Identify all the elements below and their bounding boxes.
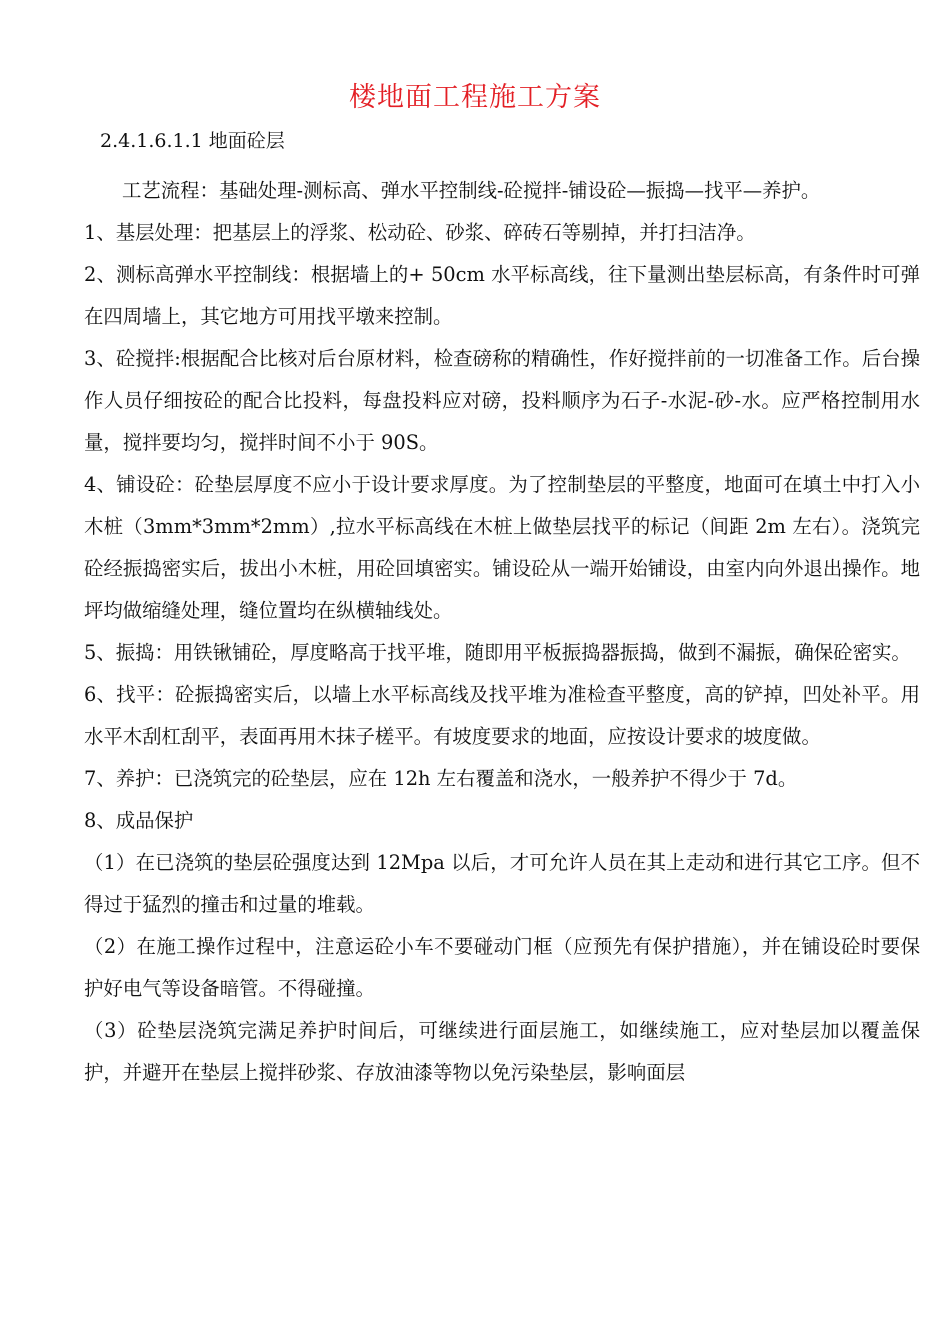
protection-item-3: （3）砼垫层浇筑完满足养护时间后，可继续进行面层施工，如继续施工，应对垫层加以覆盖保护，并避开在垫层上搅拌砂浆、存放油漆等物以免污染垫层，影响面层: [84, 1019, 920, 1084]
step-3-paragraph: 3、砼搅拌:根据配合比核对后台原材料，检查磅称的精确性，作好搅拌前的一切准备工作。后台操作人员仔细按砼的配合比投料，每盘投料应对磅，投料顺序为石子-水泥-砂-水。应严格控制用水量，搅拌要均匀，搅拌时间不小于 90S。: [84, 347, 920, 454]
process-flow-paragraph: 工艺流程：基础处理-测标高、弹水平控制线-砼搅拌-铺设砼—振捣—找平—养护。: [122, 179, 821, 202]
step-7-paragraph: 7、养护：已浇筑完的砼垫层，应在 12h 左右覆盖和浇水，一般养护不得少于 7d。: [84, 767, 798, 790]
step-4-paragraph: 4、铺设砼：砼垫层厚度不应小于设计要求厚度。为了控制垫层的平整度，地面可在填土中打入小木桩（3mm*3mm*2mm）,拉水平标高线在木桩上做垫层找平的标记（间距 2m 左右）。浇筑完砼经振捣密实后，拔出小木桩，用砼回填密实。铺设砼从一端开始铺设，由室内向外退出操作。地坪均做缩缝处理，缝位置均在纵横轴线处。: [84, 473, 920, 622]
document-body: [84, 170, 920, 1094]
step-1-paragraph: 1、基层处理：把基层上的浮浆、松动砼、砂浆、碎砖石等剔掉，并打扫洁净。: [84, 221, 756, 244]
step-5-paragraph: 5、振捣：用铁锹铺砼，厚度略高于找平堆，随即用平板振捣器振捣，做到不漏振，确保砼密实。: [84, 641, 911, 664]
protection-item-1: （1）在已浇筑的垫层砼强度达到 12Mpa 以后，才可允许人员在其上走动和进行其它工序。但不得过于猛烈的撞击和过量的堆载。: [84, 851, 920, 916]
step-2-paragraph: 2、测标高弹水平控制线：根据墙上的+ 50cm 水平标高线，往下量测出垫层标高，有条件时可弹在四周墙上，其它地方可用找平墩来控制。: [84, 263, 920, 328]
step-6-paragraph: 6、找平：砼振捣密实后，以墙上水平标高线及找平堆为准检查平整度，高的铲掉，凹处补平。用水平木刮杠刮平，表面再用木抹子槎平。有坡度要求的地面，应按设计要求的坡度做。: [84, 683, 920, 748]
section-heading: 2.4.1.6.1.1 地面砼层: [100, 130, 285, 152]
document-title: 楼地面工程施工方案: [349, 82, 601, 113]
step-8-heading: 8、成品保护: [84, 809, 194, 832]
protection-item-2: （2）在施工操作过程中，注意运砼小车不要碰动门框（应预先有保护措施），并在铺设砼时要保护好电气等设备暗管。不得碰撞。: [84, 935, 920, 1000]
